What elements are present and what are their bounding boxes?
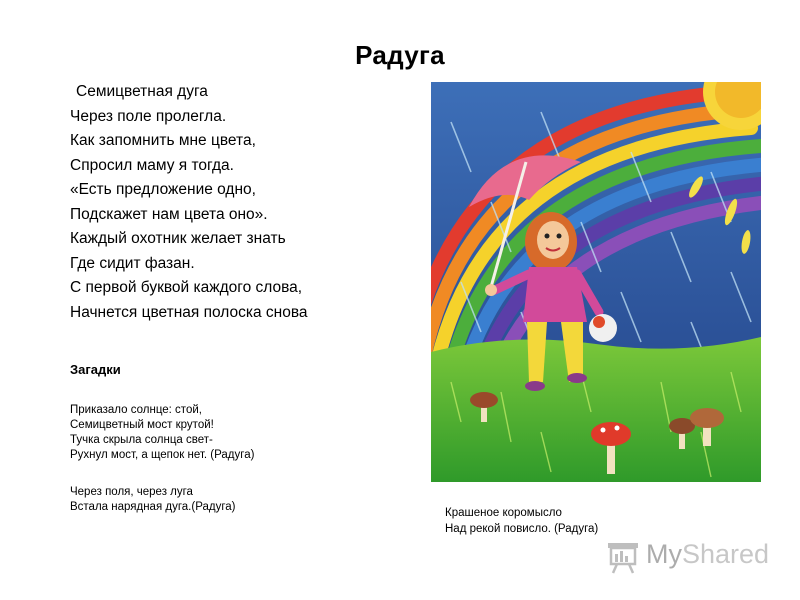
caption-line: Крашеное коромысло (445, 507, 562, 519)
poem-line: Как запомнить мне цвета, (70, 132, 256, 149)
poem-line: Каждый охотник желает знать (70, 230, 286, 247)
page-title: Радуга (355, 40, 445, 70)
watermark (606, 538, 770, 574)
poem-line: Начнется цветная полоска снова (70, 303, 308, 321)
riddles-heading: Загадки (70, 362, 121, 377)
riddle-line: Встала нарядная дуга.(Радуга) (70, 501, 236, 513)
poem-line: Где сидит фазан. (70, 254, 195, 272)
picture-caption (445, 505, 745, 537)
riddle-line: Тучка скрыла солнца свет- (70, 434, 213, 446)
caption-line: Над рекой повисло. (Радуга) (445, 523, 599, 535)
watermark-text-my: My (646, 539, 682, 569)
poem-line: Спросил маму я тогда. (70, 156, 234, 174)
watermark-text-rest: Shared (682, 539, 770, 569)
poem-line: Подскажет нам цвета оно». (70, 205, 268, 223)
rainbow-picture (431, 82, 761, 482)
riddle-line: Приказало солнце: стой, (70, 404, 202, 416)
poem (70, 80, 420, 325)
poem-line: С первой буквой каждого слова, (70, 279, 303, 296)
riddle-second (70, 485, 430, 515)
riddle-first (70, 403, 430, 463)
riddle-line: Семицветный мост крутой! (70, 419, 214, 431)
riddle-line: Через поля, через луга (70, 486, 193, 498)
poem-line: Семицветная дуга (76, 83, 208, 100)
poem-line: Через поле пролегла. (70, 107, 227, 125)
riddle-line: Рухнул мост, а щепок нет. (Радуга) (70, 449, 255, 461)
watermark-text (646, 539, 769, 570)
presentation-board-icon (606, 540, 640, 579)
poem-line: «Есть предложение одно, (70, 181, 256, 198)
